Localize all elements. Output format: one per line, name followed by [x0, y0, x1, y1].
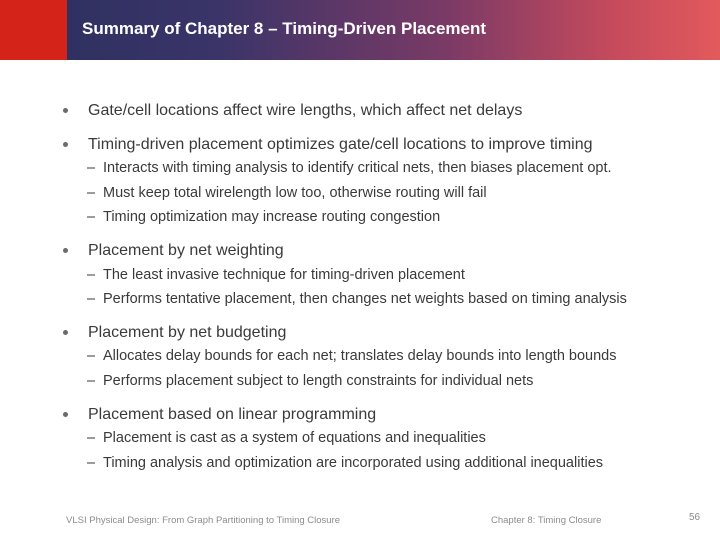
title-bar-accent [0, 0, 67, 60]
sub-bullet-dash-icon: – [87, 455, 96, 471]
bullet-dot-icon [63, 330, 68, 335]
bullet-dot-icon [63, 108, 68, 113]
bullet-text: Gate/cell locations affect wire lengths, which affect net delays [88, 102, 523, 119]
bullet-dot-icon [63, 142, 68, 147]
footer-chapter: Chapter 8: Timing Closure [491, 515, 602, 526]
sub-bullet-dash-icon: – [87, 430, 96, 446]
footer-book-title: VLSI Physical Design: From Graph Partitioning to Timing Closure [66, 515, 341, 526]
sub-bullet-dash-icon: – [87, 291, 96, 307]
bullet-text: Placement by net budgeting [88, 324, 287, 341]
bullet-dot-icon [63, 412, 68, 417]
sub-bullet-text: Allocates delay bounds for each net; translates delay bounds into length bounds [103, 348, 617, 364]
sub-bullet-text: Must keep total wirelength low too, otherwise routing will fail [103, 185, 487, 201]
sub-bullet-text: Interacts with timing analysis to identify critical nets, then biases placement opt. [103, 160, 612, 176]
sub-bullet-dash-icon: – [87, 348, 96, 364]
bullet-text: Placement by net weighting [88, 242, 284, 259]
bullet-text: Placement based on linear programming [88, 406, 377, 423]
bullet-text: Timing-driven placement optimizes gate/cell locations to improve timing [88, 136, 593, 153]
slide-title: Summary of Chapter 8 – Timing-Driven Placement [82, 19, 487, 38]
title-bar [0, 0, 720, 60]
sub-bullet-text: Timing analysis and optimization are incorporated using additional inequalities [103, 455, 604, 471]
sub-bullet-dash-icon: – [87, 209, 96, 225]
page-number: 56 [689, 512, 701, 523]
bullet-dot-icon [63, 248, 68, 253]
sub-bullet-dash-icon: – [87, 185, 96, 201]
sub-bullet-text: Placement is cast as a system of equations and inequalities [103, 430, 486, 446]
sub-bullet-dash-icon: – [87, 160, 96, 176]
sub-bullet-dash-icon: – [87, 373, 96, 389]
sub-bullet-text: Timing optimization may increase routing congestion [103, 209, 441, 225]
sub-bullet-text: Performs placement subject to length constraints for individual nets [103, 373, 534, 389]
sub-bullet-dash-icon: – [87, 267, 96, 283]
sub-bullet-text: Performs tentative placement, then changes net weights based on timing analysis [103, 291, 627, 307]
sub-bullet-text: The least invasive technique for timing-driven placement [103, 267, 465, 283]
